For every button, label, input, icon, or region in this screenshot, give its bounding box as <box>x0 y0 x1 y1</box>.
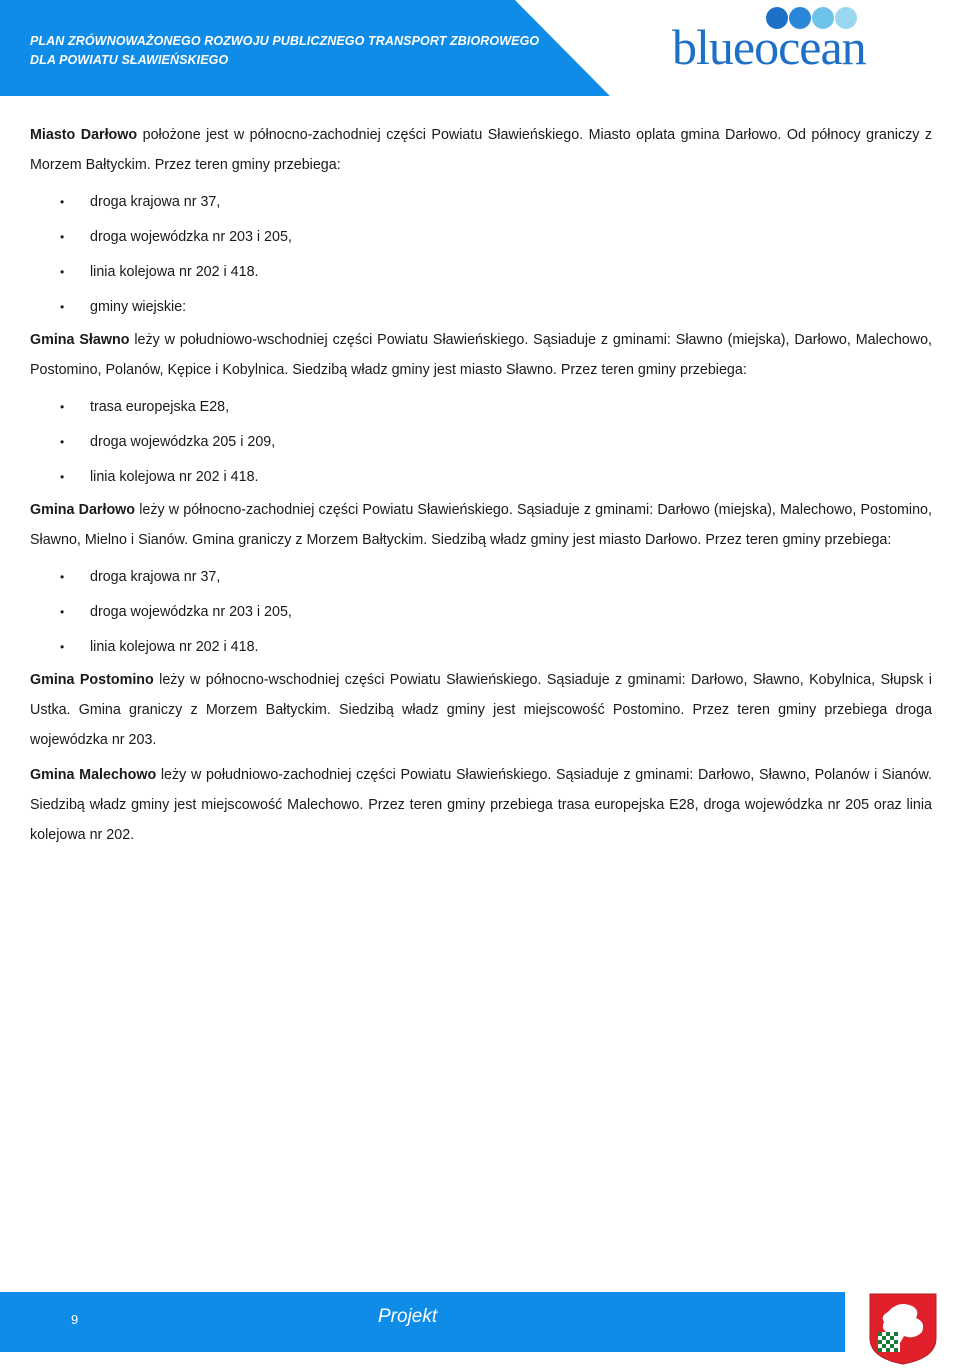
bullet-icon: • <box>60 230 65 244</box>
list-item: • linia kolejowa nr 202 i 418. <box>30 630 932 665</box>
bullet-icon: • <box>60 640 65 654</box>
section-heading: Gmina Sławno <box>30 332 130 348</box>
bullet-list <box>30 185 932 325</box>
bullet-list <box>30 390 932 495</box>
section-heading: Gmina Darłowo <box>30 502 136 518</box>
section-gmina-malechowo <box>30 760 932 850</box>
bullet-icon: • <box>60 470 65 484</box>
section-text: leży w południowo-wschodniej części Powiatu Sławieńskiego. Sąsiaduje z gminami: Sławno (miejska), Darłowo, Malechowo, Postomino, Polanów, Kępice i Kobylnica. Siedzibą władz gminy jest miasto Sławno. Przez teren gminy przebiega: <box>30 332 932 378</box>
section-text: leży w północno-wschodniej części Powiatu Sławieńskiego. Sąsiaduje z gminami: Darłowo, Sławno, Kobylnica, Słupsk i Ustka. Gmina graniczy z Morzem Bałtyckim. Siedzibą władz gminy jest miejscowość Postomino. Przez teren gminy przebiega droga wojewódzka nr 203. <box>30 672 932 748</box>
section-darlowo-city <box>30 120 932 180</box>
list-item: • droga krajowa nr 37, <box>30 185 932 220</box>
section-text: leży w północno-zachodniej części Powiatu Sławieńskiego. Sąsiaduje z gminami: Darłowo (miejska), Malechowo, Postomino, Sławno, Mielno i Sianów. Gmina graniczy z Morzem Bałtyckim. Siedzibą władz gminy jest miasto Darłowo. Przez teren gminy przebiega: <box>30 502 932 548</box>
list-item: • trasa europejska E28, <box>30 390 932 425</box>
bullet-icon: • <box>60 300 65 314</box>
section-text: leży w południowo-zachodniej części Powiatu Sławieńskiego. Sąsiaduje z gminami: Darłowo, Sławno, Polanów i Sianów. Siedzibą władz gminy jest miejscowość Malechowo. Przez teren gminy przebiega trasa europejska E28, droga wojewódzka nr 205 oraz linia kolejowa nr 202. <box>30 767 932 843</box>
list-item: • droga wojewódzka 205 i 209, <box>30 425 932 460</box>
document-title <box>30 32 539 70</box>
logo-text: blueocean <box>672 19 866 75</box>
list-item: • droga wojewódzka nr 203 i 205, <box>30 595 932 630</box>
list-item: • droga krajowa nr 37, <box>30 560 932 595</box>
document-title-line1: PLAN ZRÓWNOWAŻONEGO ROZWOJU PUBLICZNEGO TRANSPORT ZBIOROWEGO <box>30 34 540 48</box>
list-item: • gminy wiejskie: <box>30 290 932 325</box>
document-body <box>30 120 932 850</box>
bullet-icon: • <box>60 195 65 209</box>
bullet-list <box>30 560 932 665</box>
coat-of-arms-icon <box>868 1292 938 1366</box>
bullet-icon: • <box>60 265 65 279</box>
section-heading: Gmina Postomino <box>30 672 154 688</box>
page-number: 9 <box>71 1312 79 1327</box>
section-gmina-postomino <box>30 665 932 755</box>
section-gmina-slawno <box>30 325 932 385</box>
footer-label: Projekt <box>378 1306 438 1327</box>
list-item: • linia kolejowa nr 202 i 418. <box>30 255 932 290</box>
bullet-icon: • <box>60 605 65 619</box>
section-heading: Gmina Malechowo <box>30 767 157 783</box>
bullet-icon: • <box>60 435 65 449</box>
section-gmina-darlowo <box>30 495 932 555</box>
list-item: • droga wojewódzka nr 203 i 205, <box>30 220 932 255</box>
document-title-line2: DLA POWIATU SŁAWIEŃSKIEGO <box>30 53 229 67</box>
bullet-icon: • <box>60 400 65 414</box>
section-heading: Miasto Darłowo <box>30 127 138 143</box>
blueocean-logo <box>670 4 900 74</box>
list-item: • linia kolejowa nr 202 i 418. <box>30 460 932 495</box>
page-header <box>0 0 960 96</box>
bullet-icon: • <box>60 570 65 584</box>
section-text: położone jest w północno-zachodniej części Powiatu Sławieńskiego. Miasto oplata gmina Darłowo. Od północy graniczy z Morzem Bałtyckim. Przez teren gminy przebiega: <box>30 127 933 173</box>
